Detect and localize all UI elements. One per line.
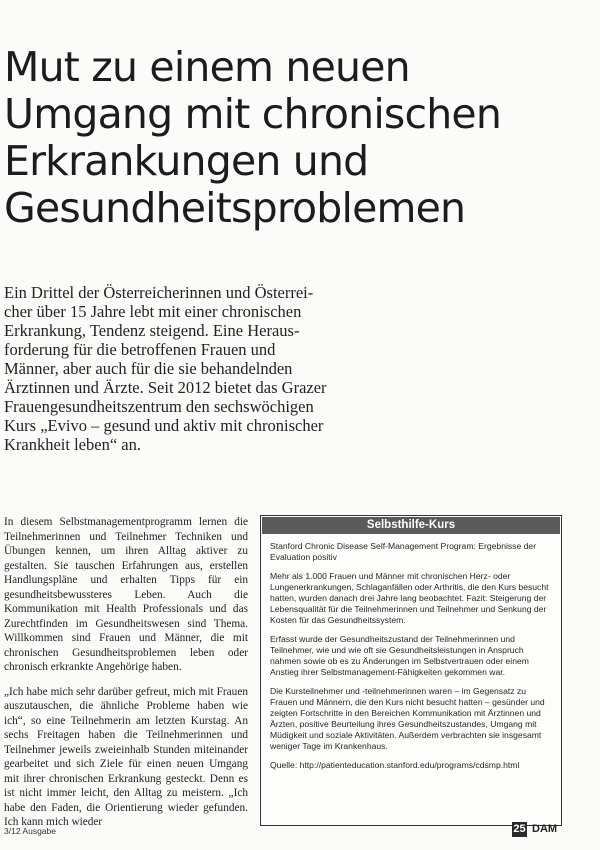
info-box-title: Selbsthilfe-Kurs [262,517,560,534]
lead-line: Kurs „Evivo – gesund und aktiv mit chronischer [4,416,324,435]
headline-line: Mut zu einem neuen [4,43,410,91]
lead-paragraph [4,283,424,454]
lead-line: Krankheit leben“ an. [4,435,141,454]
lead-line: Ärztinnen und Ärzte. Seit 2012 bietet das Grazer [4,378,327,397]
info-box-paragraph: Die Kursteilnehmer und -teilnehmerinnen waren – im Gegensatz zu Frauen und Männern, die den Kurs nicht besucht hatten – gesünder und zeigten Fortschritte in den Bereichen Kommunikation mit Ärztinnen und Ärzten, positive Beurteilung ihres Gesundheitszustandes, Umgang mit Müdigkeit und soziale Aktivitäten. Außerdem verbrachten sie insgesamt weniger Tage im Krankenhaus. [270,686,545,751]
info-box-paragraph: Mehr als 1.000 Frauen und Männer mit chronischen Herz- oder Lungenerkrankungen, Schlaganfällen oder Arthritis, die den Kurs besucht hatten, wurden danach drei Jahre lang beobachtet. Fazit: Steigerung der Lebensqualität für die Teilnehmerinnen und Teilnehmer und Senkung der Kosten für das Gesundheitssystem. [270,571,549,625]
lead-line: Frauengesundheitszentrum den sechswöchigen [4,397,314,416]
lead-line: Ein Drittel der Österreicherinnen und Österrei- [4,283,314,302]
info-box-body [261,535,561,771]
lead-line: forderung für die betroffenen Frauen und [4,340,276,359]
headline-line: Gesundheitsproblemen [4,184,466,232]
issue-label: 3/12 Ausgabe [4,826,56,836]
lead-line: cher über 15 Jahre lebt mit einer chronischen [4,302,302,321]
body-column [4,515,248,840]
headline-line: Erkrankungen und [4,137,369,185]
info-box-source: Quelle: http://patienteducation.stanford.edu/programs/cdsmp.html [270,760,520,770]
info-box-paragraph: Erfasst wurde der Gesundheitszustand der Teilnehmerinnen und Teilnehmer, wie und wie oft sie Gesundheitsleistungen in Anspruch nahmen sowie ob es zu Änderungen im Selbstvertrauen oder einem Anstieg ihrer Selbstmanagement-Fähigkeiten gekommen war. [270,634,529,677]
headline-line: Umgang mit chronischen [4,90,502,138]
lead-line: Erkrankung, Tendenz steigend. Eine Heraus- [4,321,300,340]
page-number: 25 [513,823,526,835]
article-headline [4,44,594,232]
body-paragraph: „Ich habe mich sehr darüber gefreut, mich mit Frauen auszutauschen, die ähnliche Probleme haben wie ich“, so eine Teilnehmerin am letzten Kurstag. An sechs Freitagen haben die Teilnehmerinnen und Teilnehmer jeweils zweieinhalb Stunden miteinander gearbeitet und sich Ziele für einen neuen Umgang mit ihrer chronischen Erkrankung gesteckt. Denn es ist nicht immer leicht, den Alltag zu meistern. „Ich habe den Faden, die Orientierung wieder gefunden. Ich kann mich wieder [4,685,248,828]
body-paragraph: In diesem Selbstmanagementprogramm lernen die Teilnehmerinnen und Teilnehmer Techniken und Übungen kennen, um ihren Alltag aktiver zu gestalten. Sie tauschen Erfahrungen aus, erstellen Handlungspläne und erhalten Tipps für ein gesundheitsbewussteres Leben. Auch die Kommunikation mit Health Professionals und das Zurechtfinden im Gesundheitswesen sind Thema. Willkommen sind Frauen und Männer, die mit chronischen Gesundheitsproblemen leben oder chronisch erkrankte Angehörige haben. [4,516,248,673]
lead-line: Männer, aber auch für die sie behandelnden [4,359,293,378]
info-box [260,515,562,826]
info-box-intro: Stanford Chronic Disease Self-Management Program: Ergebnisse der Evaluation positiv [270,541,537,562]
magazine-brand: DAM [532,823,558,835]
